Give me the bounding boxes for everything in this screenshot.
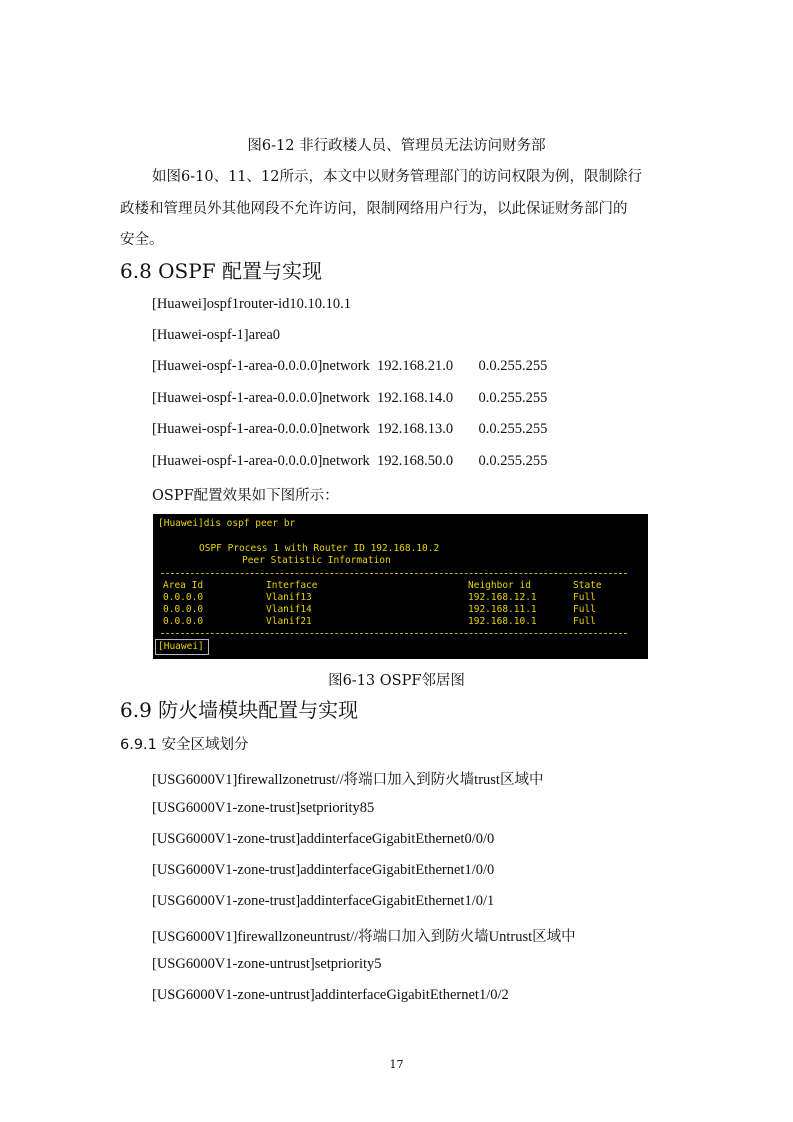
terminal-row-neighbor: 192.168.11.1 bbox=[468, 604, 537, 615]
firewall-command-line: [USG6000V1-zone-trust]addinterfaceGigabitEthernet1/0/0 bbox=[152, 862, 495, 878]
terminal-process-line: OSPF Process 1 with Router ID 192.168.10.2 bbox=[199, 543, 440, 554]
firewall-command-line: [USG6000V1-zone-trust]setpriority85 bbox=[152, 800, 375, 816]
terminal-header-area: Area Id bbox=[163, 580, 204, 591]
terminal-row-state: Full bbox=[573, 604, 596, 615]
paragraph-line: 政楼和管理员外其他网段不允许访问，限制网络用户行为，以此保证财务部门的 bbox=[120, 201, 628, 217]
terminal-screenshot bbox=[153, 514, 648, 659]
terminal-header-neighbor: Neighbor id bbox=[468, 580, 531, 591]
terminal-row-area: 0.0.0.0 bbox=[163, 592, 204, 603]
terminal-row-interface: Vlanif14 bbox=[266, 604, 312, 615]
ospf-command-line: [Huawei-ospf-1-area-0.0.0.0]network 192.168.50.0 0.0.255.255 bbox=[152, 453, 548, 469]
terminal-row-neighbor: 192.168.10.1 bbox=[468, 616, 537, 627]
terminal-header-interface: Interface bbox=[266, 580, 318, 591]
terminal-row-state: Full bbox=[573, 592, 596, 603]
terminal-command: [Huawei]dis ospf peer br bbox=[158, 518, 296, 529]
page-number: 17 bbox=[389, 1058, 404, 1071]
firewall-command-line: [USG6000V1-zone-untrust]addinterfaceGigabitEthernet1/0/2 bbox=[152, 987, 509, 1003]
terminal-separator bbox=[161, 573, 627, 574]
firewall-command-line: [USG6000V1]firewallzonetrust//将端口加入到防火墙trust区域中 bbox=[152, 772, 544, 788]
terminal-row-state: Full bbox=[573, 616, 596, 627]
paragraph-line: 如图6-10、11、12所示，本文中以财务管理部门的访问权限为例，限制除行 bbox=[152, 169, 642, 185]
section-heading-6-8: 6.8 OSPF 配置与实现 bbox=[120, 259, 322, 283]
terminal-row-interface: Vlanif13 bbox=[266, 592, 312, 603]
terminal-row-area: 0.0.0.0 bbox=[163, 616, 204, 627]
figure-caption-6-13: 图6-13 OSPF邻居图 bbox=[328, 673, 465, 689]
paragraph-line: 安全。 bbox=[120, 232, 164, 248]
firewall-command-line: [USG6000V1]firewallzoneuntrust//将端口加入到防火墙Untrust区域中 bbox=[152, 929, 576, 945]
firewall-command-line: [USG6000V1-zone-trust]addinterfaceGigabitEthernet0/0/0 bbox=[152, 831, 495, 847]
terminal-subtitle: Peer Statistic Information bbox=[242, 555, 391, 566]
terminal-row-neighbor: 192.168.12.1 bbox=[468, 592, 537, 603]
ospf-command-line: [Huawei-ospf-1-area-0.0.0.0]network 192.168.21.0 0.0.255.255 bbox=[152, 358, 548, 374]
section-heading-6-9-1: 6.9.1 安全区域划分 bbox=[120, 737, 249, 753]
firewall-command-line: [USG6000V1-zone-trust]addinterfaceGigabitEthernet1/0/1 bbox=[152, 893, 495, 909]
terminal-row-interface: Vlanif21 bbox=[266, 616, 312, 627]
ospf-command-line: [Huawei-ospf-1-area-0.0.0.0]network 192.168.13.0 0.0.255.255 bbox=[152, 421, 548, 437]
figure-caption-6-12: 图6-12 非行政楼人员、管理员无法访问财务部 bbox=[247, 138, 546, 154]
terminal-prompt: [Huawei] bbox=[158, 641, 204, 652]
ospf-command-line: [Huawei-ospf-1-area-0.0.0.0]network 192.168.14.0 0.0.255.255 bbox=[152, 390, 548, 406]
ospf-command-line: [Huawei]ospf1router-id10.10.10.1 bbox=[152, 296, 352, 312]
section-heading-6-9: 6.9 防火墙模块配置与实现 bbox=[120, 698, 359, 722]
firewall-command-line: [USG6000V1-zone-untrust]setpriority5 bbox=[152, 956, 382, 972]
ospf-command-line: [Huawei-ospf-1]area0 bbox=[152, 327, 281, 343]
terminal-header-state: State bbox=[573, 580, 602, 591]
terminal-row-area: 0.0.0.0 bbox=[163, 604, 204, 615]
ospf-note: OSPF配置效果如下图所示： bbox=[152, 488, 339, 504]
terminal-separator bbox=[161, 633, 627, 634]
